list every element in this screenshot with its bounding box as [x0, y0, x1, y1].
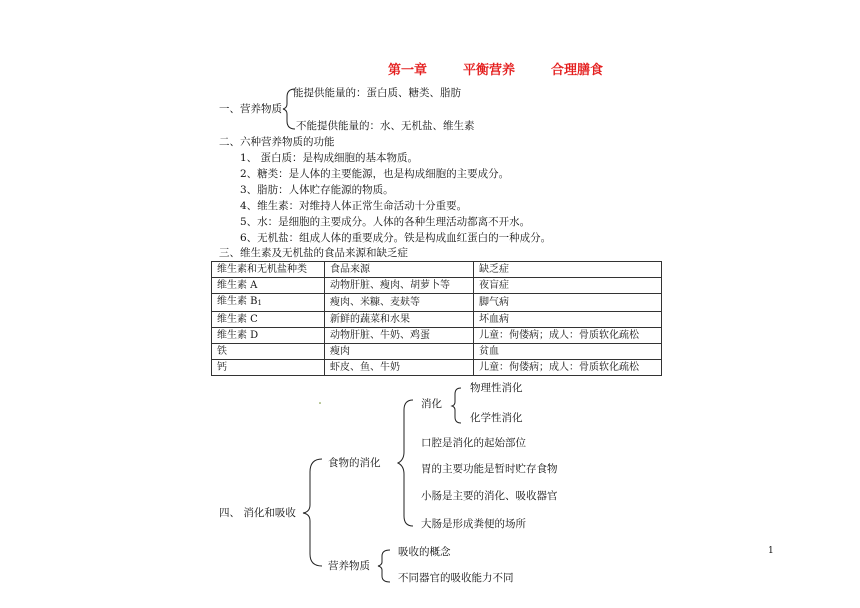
- function-item: 1、 蛋白质：是构成细胞的基本物质。: [240, 152, 419, 164]
- section2-heading: 二、六种营养物质的功能: [219, 136, 335, 148]
- stray-dot: [319, 402, 321, 404]
- table-cell: 钙: [212, 360, 325, 376]
- small-intestine-fact: 小肠是主要的消化、吸收器官: [421, 490, 558, 502]
- nutrients-label: 营养物质: [328, 560, 370, 572]
- table-cell: 儿童：佝偻病；成人：骨质软化疏松: [474, 360, 662, 376]
- title-chapter: 第一章: [388, 63, 428, 78]
- absorption-difference: 不同器官的吸收能力不同: [398, 572, 514, 584]
- table-cell: 动物肝脏、瘦肉、胡萝卜等: [325, 278, 474, 294]
- vitamin-b-subscript: 1: [257, 299, 262, 307]
- table-cell: 坏血病: [474, 312, 662, 328]
- physical-digestion: 物理性消化: [470, 382, 523, 394]
- stomach-fact: 胃的主要功能是暂时贮存食物: [421, 463, 558, 475]
- table-row: [212, 360, 662, 376]
- table-row: [212, 328, 662, 344]
- title-part2: 合理膳食: [551, 63, 604, 78]
- vitamin-b-label: 维生素 B: [217, 296, 258, 307]
- table-cell: 虾皮、鱼、牛奶: [325, 360, 474, 376]
- digestion-label: 食物的消化: [328, 457, 381, 469]
- table-cell: 瘦肉: [325, 344, 474, 360]
- digest-label: 消化: [421, 398, 442, 410]
- section1-no-energy: 不能提供能量的：水、无机盐、维生素: [296, 120, 475, 132]
- brace-digest: [452, 388, 461, 423]
- section1-energy: 能提供能量的：蛋白质、糖类、脂肪: [293, 87, 461, 99]
- absorption-concept: 吸收的概念: [398, 546, 451, 558]
- column-header: 缺乏症: [474, 262, 662, 278]
- mouth-fact: 口腔是消化的起始部位: [421, 437, 526, 449]
- section1-heading: 一、营养物质: [219, 103, 282, 115]
- table-cell: 儿童：佝偻病；成人：骨质软化疏松: [474, 328, 662, 344]
- table-header-row: [212, 262, 662, 278]
- column-header: 食品来源: [325, 262, 474, 278]
- section4-heading: 四、 消化和吸收: [219, 507, 296, 519]
- table-cell: 新鲜的蔬菜和水果: [325, 312, 474, 328]
- table-cell: 夜盲症: [474, 278, 662, 294]
- function-item: 3、脂肪：人体贮存能源的物质。: [240, 184, 394, 196]
- table-cell: 维生素 C: [212, 312, 325, 328]
- table-cell: 维生素 D: [212, 328, 325, 344]
- table-cell: 脚气病: [474, 294, 662, 312]
- brace-nutrients: [378, 550, 390, 582]
- table-cell: 瘦肉、米糠、麦麸等: [325, 294, 474, 312]
- table-cell: 动物肝脏、牛奶、鸡蛋: [325, 328, 474, 344]
- brace-digestion: [398, 400, 413, 526]
- page-number: 1: [768, 546, 774, 556]
- section3-heading: 三、维生素及无机盐的食品来源和缺乏症: [219, 247, 408, 259]
- table-row: [212, 344, 662, 360]
- table-row: [212, 278, 662, 294]
- vitamin-table: [211, 261, 662, 376]
- large-intestine-fact: 大肠是形成粪便的场所: [421, 518, 526, 530]
- title-part1: 平衡营养: [463, 63, 516, 78]
- table-cell: 贫血: [474, 344, 662, 360]
- function-item: 2、糖类：是人体的主要能源，也是构成细胞的主要成分。: [240, 168, 510, 180]
- chemical-digestion: 化学性消化: [470, 412, 523, 424]
- column-header: 维生素和无机盐种类: [212, 262, 325, 278]
- function-item: 6、无机盐：组成人体的重要成分。铁是构成血红蛋白的一种成分。: [240, 232, 552, 244]
- brace-section4: [303, 459, 322, 566]
- function-item: 5、水：是细胞的主要成分。人体的各种生理活动都离不开水。: [240, 216, 531, 228]
- table-cell: 维生素 A: [212, 278, 325, 294]
- table-cell: 铁: [212, 344, 325, 360]
- table-row: [212, 294, 662, 312]
- function-item: 4、维生素：对维持人体正常生命活动十分重要。: [240, 200, 468, 212]
- table-cell: [212, 294, 325, 312]
- table-row: [212, 312, 662, 328]
